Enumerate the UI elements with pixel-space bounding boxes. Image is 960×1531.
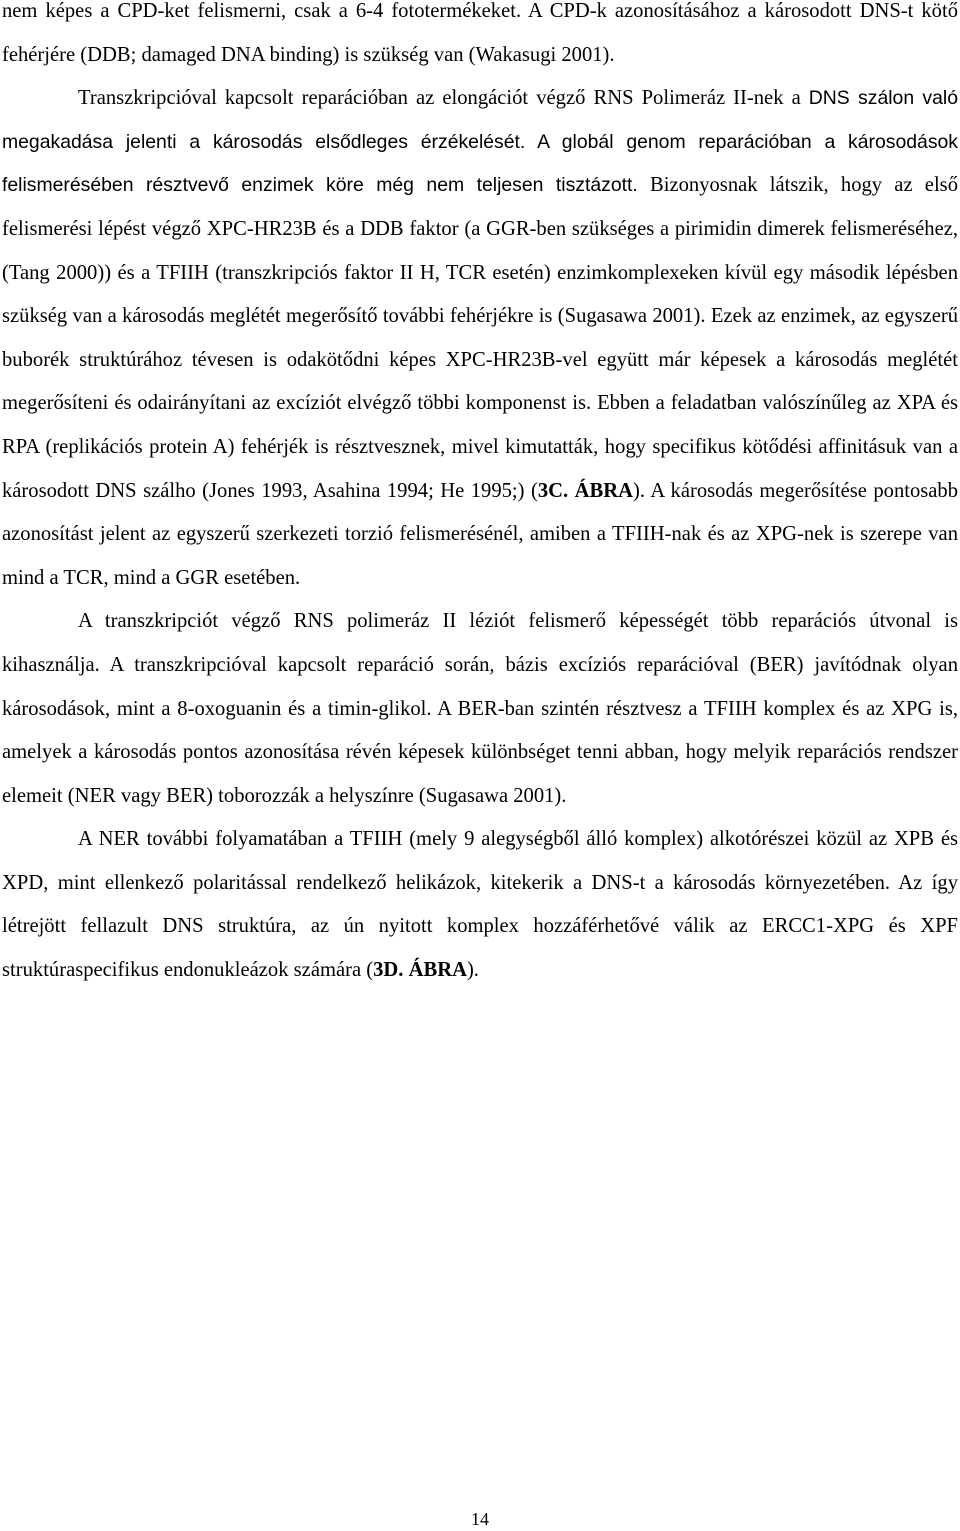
paragraph-2 [2,77,958,600]
figure-reference-3d: 3D. ÁBRA [373,959,467,982]
paragraph-3-text: A transzkripciót végző RNS polimeráz II léziót felismerő képességét több reparációs útvonal is kihasználja. A transzkripcióval kapcsolt reparáció során, bázis excíziós reparációval (BER) javítódnak olyan károsodások, mint a 8-oxoguanin és a timin-glikol. A BER-ban szintén résztvesz a TFIIH komplex és az XPG is, amelyek a károsodás pontos azonosítása révén képesek különbséget tenni abban, hogy melyik reparációs rendszer elemeit (NER vagy BER) toborozzák a helyszínre (Sugasawa 2001). [2,610,958,807]
paragraph-2-body: Bizonyosnak látszik, hogy az első felismerési lépést végző XPC-HR23B és a DDB faktor (a GGR-ben szükséges a pirimidin dimerek felismeréséhez, (Tang 2000)) és a TFIIH (transzkripciós faktor II H, TCR esetén) enzimkomplexeken kívül egy második lépésben szükség van a károsodás meglétét megerősítő további fehérjékre is (Sugasawa 2001). Ezek az enzimek, az egyszerű buborék struktúrához tévesen is odakötődni képes XPC-HR23B-vel együtt már képesek a károsodás meglétét megerősíteni és odairányítani az excíziót elvégző többi komponenst is. Ebben a feladatban valószínűleg az XPA és RPA (replikációs protein A) fehérjék is résztvesznek, mivel kimutatták, hogy specifikus kötődési affinitásuk van a károsodott DNS szálho (Jones 1993, Asahina 1994; He 1995;) ( [2,174,958,502]
paragraph-4-end: ). [466,959,479,982]
paragraph-4-text: A NER további folyamatában a TFIIH (mely 9 alegységből álló komplex) alkotórészei közül az XPB és XPD, mint ellenkező polaritással rendelkező helikázok, kitekerik a DNS-t a károsodás környezetében. Az így létrejött fellazult DNS struktúra, az ún nyitott komplex hozzáférhetővé válik az ERCC1-XPG és XPF struktúraspecifikus endonukleázok számára ( [2,828,958,982]
paragraph-3 [2,600,958,818]
paragraph-2-sans-section: DNS szálon való megakadása jelenti a károsodás elsődleges érzékelését. A globál genom reparációban a károsodások felismerésében résztvevő enzimek köre még nem teljesen tisztázott. [2,87,958,197]
paragraph-1-text: nem képes a CPD-ket felismerni, csak a 6-4 fototermékeket. A CPD-k azonosításához a károsodott DNS-t kötő fehérjére (DDB; damaged DNA binding) is szükség van (Wakasugi 2001). [2,0,958,66]
page-number: 14 [471,1509,489,1529]
paragraph-4 [2,818,958,992]
body-text [2,0,958,993]
paragraph-2-end: ). A károsodás megerősítése pontosabb azonosítást jelent az egyszerű szerkezeti torzió felismerésénél, amiben a TFIIH-nak és az XPG-nek is szerepe van mind a TCR, mind a GGR esetében. [2,479,959,589]
figure-reference-3c: 3C. ÁBRA [537,479,633,502]
paragraph-1 [2,0,958,77]
paragraph-2-serif-start: Transzkripcióval kapcsolt reparációban az elongációt végző RNS Polimeráz II-nek a [78,87,809,110]
